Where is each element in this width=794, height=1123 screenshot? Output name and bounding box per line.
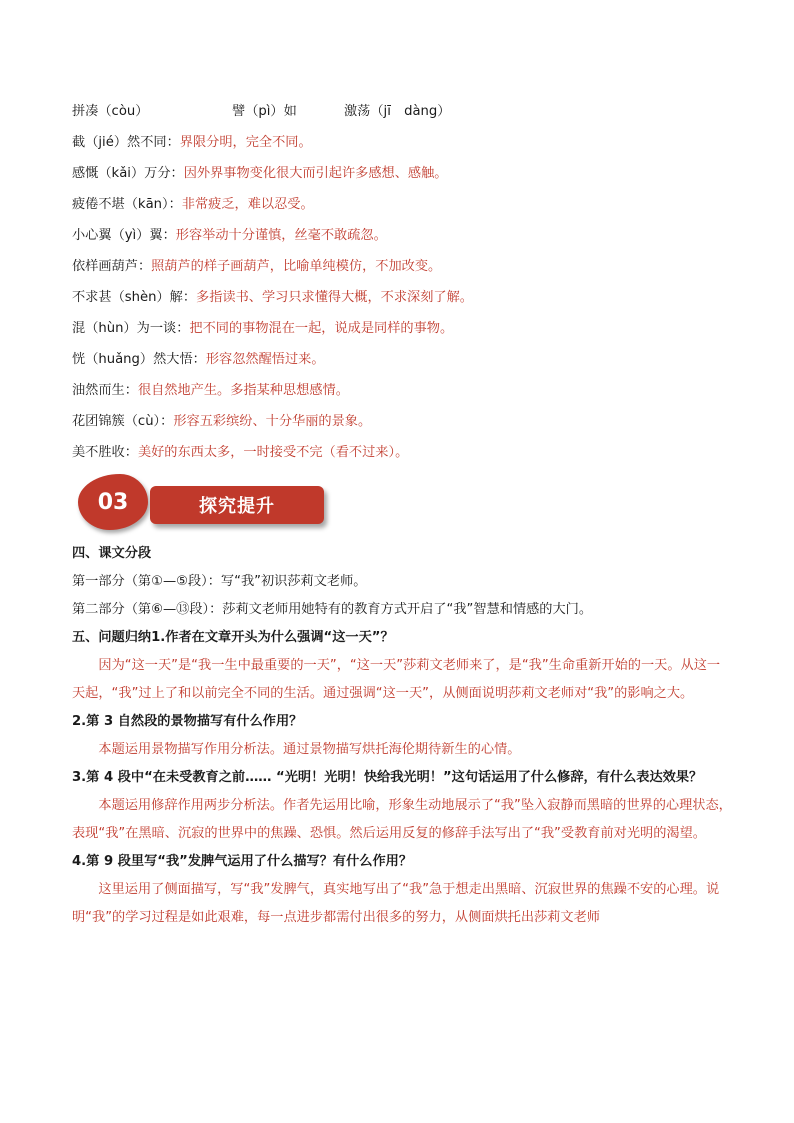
vocab-sep: ： [176,321,190,336]
vocab-definition: 多指读书、学习只求懂得大概，不求深刻了解。 [196,290,473,305]
vocab-term: 疲倦不堪 [72,197,125,212]
section-number-badge: 03 [78,474,148,530]
vocab-definition: 很自然地产生。多指某种思想感情。 [137,383,349,398]
vocab-pinyin: （cù） [124,414,161,429]
vocab-pinyin: （huǎng） [85,352,154,367]
vocab-pinyin: （hùn） [85,321,137,336]
vocab-term: 譬 [232,104,246,119]
vocab-row [72,344,732,375]
vocab-first-row [72,96,732,127]
vocab-row [72,251,732,282]
vocab-list [72,96,732,468]
paragraph-part-2 [72,596,732,624]
question-text: 1.作者在文章开头为什么强调“这一天”？ [151,630,394,645]
vocab-term: 恍 [72,352,86,367]
section-title-pill: 探究提升 [150,486,324,524]
vocab-pinyin: （shèn） [111,290,170,305]
vocab-pinyin: （còu） [98,104,149,119]
vocab-definition: 形容忽然醒悟过来。 [205,352,325,367]
body-content [72,540,732,932]
vocab-pinyin: （jī dàng） [370,104,451,119]
vocab-row [72,313,732,344]
part-label: 第一部分（第①—⑤段）： [72,574,221,589]
vocab-definition: 非常疲乏，难以忍受。 [181,197,314,212]
vocab-term: 小心翼 [72,228,112,243]
vocab-row [72,375,732,406]
vocab-term: 混 [72,321,86,336]
vocab-sep: ： [182,290,197,305]
vocab-term: 拼凑 [72,104,99,119]
vocab-suffix: 万分 [144,166,171,181]
vocab-sep: ： [162,228,176,243]
question-3: 3.第 4 段中“在未受教育之前…… “光明！光明！快给我光明！”这句话运用了什么修辞，有什么表达效果？ [72,770,703,785]
vocab-pinyin: （kān） [124,197,169,212]
vocab-row [72,127,732,158]
vocab-sep: ： [166,135,180,150]
part-text: 莎莉文老师用她特有的教育方式开启了“我”智慧和情感的大门。 [222,602,593,617]
vocab-term: 依样画葫芦 [72,259,138,274]
document-page [72,96,732,932]
vocab-sep: ： [137,259,152,274]
section-banner [72,474,732,532]
vocab-definition: 界限分明，完全不同。 [179,135,312,150]
vocab-sep: ： [168,197,182,212]
vocab-sep: ： [124,383,138,398]
vocab-definition: 把不同的事物混在一起，说成是同样的事物。 [189,321,454,336]
question-1 [72,624,732,652]
vocab-term: 不求甚 [72,290,112,305]
vocab-definition: 因外界事物变化很大而引起许多感想、感触。 [183,166,448,181]
vocab-suffix: 为一谈 [136,321,177,336]
vocab-row [72,189,732,220]
answer-1: 因为“这一天”是“我一生中最重要的一天”，“这一天”莎莉文老师来了，是“我”生命重新开始的一天。从这一天起，“我”过上了和以前完全不同的生活。通过强调“这一天”，从侧面说明莎莉文老师对“我”的影响之大。 [72,658,721,701]
paragraph-part-1 [72,568,732,596]
vocab-item [72,96,232,127]
vocab-term: 截 [72,135,86,150]
vocab-item [232,96,344,127]
section-heading: 五、问题归纳 [72,630,152,645]
vocab-suffix: 解 [169,290,183,305]
vocab-row [72,437,732,468]
vocab-row [72,282,732,313]
question-2: 2.第 3 自然段的景物描写有什么作用？ [72,714,303,729]
vocab-definition: 形容五彩缤纷、十分华丽的景象。 [173,414,372,429]
vocab-sep: ： [170,166,184,181]
part-text: 写“我”初识莎莉文老师。 [220,574,367,589]
vocab-pinyin: （pì）如 [245,104,297,119]
vocab-row [72,220,732,251]
vocab-suffix: 然不同 [127,135,167,150]
vocab-item [344,96,450,127]
answer-3: 本题运用修辞作用两步分析法。作者先运用比喻，形象生动地展示了“我”坠入寂静而黑暗的世界的心理状态，表现“我”在黑暗、沉寂的世界中的焦躁、恐惧。然后运用反复的修辞手法写出了“我”受教育前对光明的渴望。 [72,798,732,841]
vocab-pinyin: （kǎi） [98,166,145,181]
vocab-term: 激荡 [344,104,371,119]
vocab-suffix: 然大悟 [153,352,193,367]
vocab-term: 油然而生 [72,383,125,398]
vocab-term: 感慨 [72,166,99,181]
vocab-row [72,406,732,437]
vocab-row [72,158,732,189]
question-4: 4.第 9 段里写“我”发脾气运用了什么描写？有什么作用？ [72,854,413,869]
answer-2: 本题运用景物描写作用分析法。通过景物描写烘托海伦期待新生的心情。 [98,742,521,757]
vocab-sep: ： [160,414,174,429]
part-label: 第二部分（第⑥—⑬段）： [72,602,223,617]
vocab-suffix: 翼 [149,228,163,243]
vocab-pinyin: （jié） [85,135,128,150]
vocab-pinyin: （yì） [111,228,150,243]
vocab-term: 花团锦簇 [72,414,125,429]
section-heading: 四、课文分段 [72,546,152,561]
answer-4: 这里运用了侧面描写，写“我”发脾气，真实地写出了“我”急于想走出黑暗、沉寂世界的焦躁不安的心理。说明“我”的学习过程是如此艰难，每一点进步都需付出很多的努力，从侧面烘托出莎莉文老师 [72,882,720,925]
vocab-term: 美不胜收 [72,445,125,460]
vocab-definition: 形容举动十分谨慎，丝毫不敢疏忽。 [175,228,387,243]
vocab-sep: ： [192,352,206,367]
vocab-sep: ： [124,445,138,460]
vocab-definition: 照葫芦的样子画葫芦，比喻单纯模仿，不加改变。 [151,259,442,274]
vocab-definition: 美好的东西太多，一时接受不完（看不过来）。 [137,445,409,460]
